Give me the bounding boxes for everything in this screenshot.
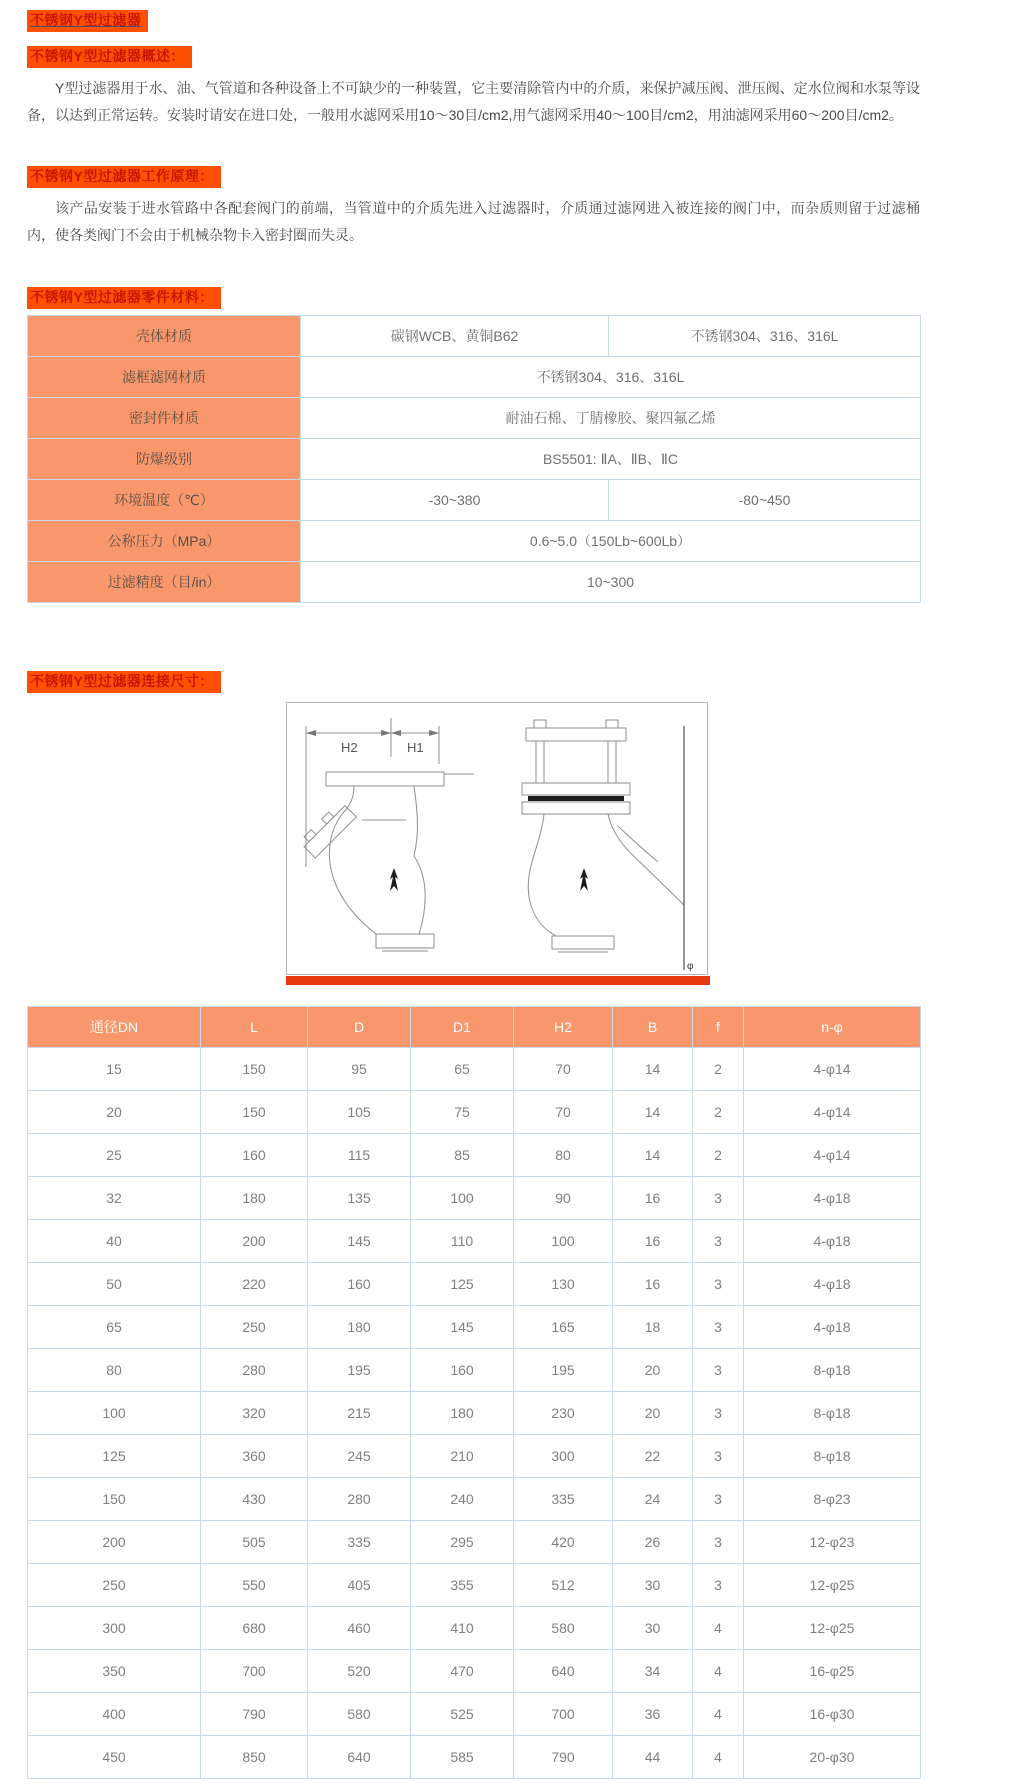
materials-row [28,316,921,357]
dims-cell: 70 [514,1091,613,1134]
dims-header-cell: D1 [411,1007,514,1048]
section-heading-dimensions: 不锈钢Y型过滤器连接尺寸： [27,671,221,693]
dimensions-table [27,1006,921,1779]
dims-cell: 4-φ14 [744,1048,921,1091]
dims-cell: 110 [411,1220,514,1263]
dims-header-cell: B [613,1007,693,1048]
dims-cell: 550 [201,1564,308,1607]
dims-cell: 220 [201,1263,308,1306]
dims-cell: 505 [201,1521,308,1564]
materials-value-cell: 碳钢WCB、黄铜B62 [301,316,609,357]
dims-cell: 4 [693,1650,744,1693]
dims-cell: 40 [28,1220,201,1263]
dims-cell: 680 [201,1607,308,1650]
dims-header-row [28,1007,921,1048]
materials-label-cell: 密封件材质 [28,398,301,439]
dims-cell: 512 [514,1564,613,1607]
materials-row [28,562,921,603]
dims-cell: 22 [613,1435,693,1478]
dims-cell: 24 [613,1478,693,1521]
dims-cell: 335 [514,1478,613,1521]
dims-cell: 85 [411,1134,514,1177]
dims-cell: 12-φ23 [744,1521,921,1564]
dims-cell: 850 [201,1736,308,1779]
materials-label-cell: 防爆级别 [28,439,301,480]
dims-cell: 16-φ25 [744,1650,921,1693]
dims-cell: 4-φ18 [744,1306,921,1349]
dims-row [28,1521,921,1564]
dims-cell: 245 [308,1435,411,1478]
dims-cell: 160 [411,1349,514,1392]
principle-paragraph: 该产品安装于进水管路中各配套阀门的前端，当管道中的介质先进入过滤器时，介质通过滤网进入被连接的阀门中，而杂质则留于过滤桶内，使各类阀门不会由于机械杂物卡入密封圈而失灵。 [27,200,920,243]
materials-value-cell: 0.6~5.0（150Lb~600Lb） [301,521,921,562]
dims-row [28,1263,921,1306]
dims-cell: 3 [693,1478,744,1521]
dims-cell: 18 [613,1306,693,1349]
dims-cell: 16 [613,1177,693,1220]
dims-cell: 3 [693,1306,744,1349]
dims-cell: 3 [693,1263,744,1306]
dims-cell: 4-φ18 [744,1263,921,1306]
dims-cell: 4-φ18 [744,1220,921,1263]
dims-cell: 580 [308,1693,411,1736]
product-title-link[interactable]: 不锈钢Y型过滤器 [27,10,148,32]
dims-cell: 200 [28,1521,201,1564]
dims-cell: 215 [308,1392,411,1435]
dims-cell: 580 [514,1607,613,1650]
dims-cell: 8-φ18 [744,1435,921,1478]
dims-cell: 2 [693,1091,744,1134]
dims-cell: 335 [308,1521,411,1564]
dims-cell: 250 [201,1306,308,1349]
dims-row [28,1650,921,1693]
technical-drawing [286,702,710,986]
dims-cell: 12-φ25 [744,1607,921,1650]
dims-cell: 20 [28,1091,201,1134]
dims-cell: 320 [201,1392,308,1435]
dims-cell: 3 [693,1392,744,1435]
dims-cell: 4-φ18 [744,1177,921,1220]
materials-row [28,398,921,439]
dims-cell: 25 [28,1134,201,1177]
dims-header-cell: L [201,1007,308,1048]
dims-cell: 8-φ23 [744,1478,921,1521]
materials-row [28,439,921,480]
dims-cell: 12-φ25 [744,1564,921,1607]
dims-cell: 4-φ14 [744,1134,921,1177]
dims-cell: 100 [514,1220,613,1263]
dims-cell: 585 [411,1736,514,1779]
dims-cell: 34 [613,1650,693,1693]
dims-cell: 20 [613,1392,693,1435]
dims-cell: 4 [693,1693,744,1736]
dims-cell: 405 [308,1564,411,1607]
dims-cell: 300 [514,1435,613,1478]
dims-cell: 700 [514,1693,613,1736]
dims-cell: 130 [514,1263,613,1306]
materials-label-cell: 环境温度（℃） [28,480,301,521]
dims-cell: 3 [693,1177,744,1220]
dims-cell: 2 [693,1048,744,1091]
dims-cell: 640 [514,1650,613,1693]
dims-cell: 16-φ30 [744,1693,921,1736]
materials-value-cell: 不锈钢304、316、316L [301,357,921,398]
dims-cell: 195 [308,1349,411,1392]
materials-row [28,521,921,562]
dims-cell: 36 [613,1693,693,1736]
dims-cell: 2 [693,1134,744,1177]
dims-cell: 150 [201,1048,308,1091]
dims-cell: 4 [693,1607,744,1650]
dims-cell: 210 [411,1435,514,1478]
dims-cell: 50 [28,1263,201,1306]
dims-cell: 80 [28,1349,201,1392]
dims-cell: 30 [613,1607,693,1650]
dims-cell: 640 [308,1736,411,1779]
section-heading-materials: 不锈钢Y型过滤器零件材料： [27,287,221,309]
section-heading-overview: 不锈钢Y型过滤器概述： [27,46,192,68]
dims-cell: 16 [613,1220,693,1263]
dims-cell: 150 [28,1478,201,1521]
dims-cell: 180 [201,1177,308,1220]
dims-row [28,1607,921,1650]
dims-cell: 80 [514,1134,613,1177]
dims-cell: 30 [613,1564,693,1607]
materials-row [28,357,921,398]
dims-cell: 14 [613,1048,693,1091]
dims-row [28,1435,921,1478]
dims-cell: 20 [613,1349,693,1392]
materials-value-cell: -80~450 [609,480,921,521]
dims-cell: 180 [411,1392,514,1435]
dims-cell: 250 [28,1564,201,1607]
dims-cell: 135 [308,1177,411,1220]
dims-row [28,1306,921,1349]
dims-cell: 125 [411,1263,514,1306]
dims-cell: 20-φ30 [744,1736,921,1779]
dims-cell: 75 [411,1091,514,1134]
dims-cell: 300 [28,1607,201,1650]
dims-cell: 400 [28,1693,201,1736]
dims-row [28,1134,921,1177]
dims-cell: 4-φ14 [744,1091,921,1134]
dims-cell: 32 [28,1177,201,1220]
drawing-red-bar [286,976,710,985]
strainer-diagram [286,702,710,986]
section-heading-principle: 不锈钢Y型过滤器工作原理： [27,166,221,188]
dims-cell: 105 [308,1091,411,1134]
dims-cell: 16 [613,1263,693,1306]
dims-cell: 280 [201,1349,308,1392]
dims-cell: 355 [411,1564,514,1607]
dims-header-cell: 通径DN [28,1007,201,1048]
dims-row [28,1048,921,1091]
dims-cell: 520 [308,1650,411,1693]
dims-header-cell: H2 [514,1007,613,1048]
dims-cell: 3 [693,1220,744,1263]
dims-row [28,1177,921,1220]
dims-cell: 160 [308,1263,411,1306]
dims-cell: 3 [693,1521,744,1564]
dims-cell: 790 [514,1736,613,1779]
dims-cell: 100 [28,1392,201,1435]
dim-label-h1: H1 [407,740,424,755]
dims-cell: 3 [693,1435,744,1478]
dims-row [28,1564,921,1607]
dims-cell: 14 [613,1134,693,1177]
materials-label-cell: 公称压力（MPa） [28,521,301,562]
dims-row [28,1091,921,1134]
dims-cell: 160 [201,1134,308,1177]
dims-cell: 470 [411,1650,514,1693]
dims-cell: 360 [201,1435,308,1478]
dims-cell: 180 [308,1306,411,1349]
materials-label-cell: 过滤精度（目/in） [28,562,301,603]
dims-cell: 95 [308,1048,411,1091]
dims-cell: 3 [693,1349,744,1392]
dims-cell: 165 [514,1306,613,1349]
dims-cell: 450 [28,1736,201,1779]
dims-cell: 90 [514,1177,613,1220]
dims-cell: 8-φ18 [744,1349,921,1392]
dims-row [28,1349,921,1392]
dims-cell: 700 [201,1650,308,1693]
dims-cell: 145 [411,1306,514,1349]
dims-cell: 125 [28,1435,201,1478]
dims-cell: 4 [693,1736,744,1779]
dims-cell: 8-φ18 [744,1392,921,1435]
dims-cell: 150 [201,1091,308,1134]
materials-table [27,315,921,603]
materials-label-cell: 壳体材质 [28,316,301,357]
dims-cell: 460 [308,1607,411,1650]
dims-header-cell: D [308,1007,411,1048]
materials-value-cell: 不锈钢304、316、316L [609,316,921,357]
materials-value-cell: BS5501: ⅡA、ⅡB、ⅡC [301,439,921,480]
dims-cell: 280 [308,1478,411,1521]
dims-cell: 240 [411,1478,514,1521]
dims-cell: 70 [514,1048,613,1091]
dims-cell: 410 [411,1607,514,1650]
dims-cell: 26 [613,1521,693,1564]
dims-cell: 230 [514,1392,613,1435]
dims-cell: 3 [693,1564,744,1607]
dims-cell: 14 [613,1091,693,1134]
dims-header-cell: n-φ [744,1007,921,1048]
dims-cell: 44 [613,1736,693,1779]
materials-value-cell: 耐油石棉、丁腈橡胶、聚四氟乙烯 [301,398,921,439]
dims-row [28,1392,921,1435]
phi-mark: φ [687,961,694,972]
materials-value-cell: 10~300 [301,562,921,603]
dims-cell: 195 [514,1349,613,1392]
dims-row [28,1478,921,1521]
dims-cell: 350 [28,1650,201,1693]
dims-row [28,1220,921,1263]
dims-cell: 15 [28,1048,201,1091]
dims-cell: 525 [411,1693,514,1736]
dims-cell: 65 [28,1306,201,1349]
materials-row [28,480,921,521]
dims-cell: 430 [201,1478,308,1521]
dims-header-cell: f [693,1007,744,1048]
dims-cell: 65 [411,1048,514,1091]
dims-cell: 295 [411,1521,514,1564]
materials-label-cell: 滤框滤网材质 [28,357,301,398]
materials-value-cell: -30~380 [301,480,609,521]
dims-cell: 115 [308,1134,411,1177]
dims-cell: 790 [201,1693,308,1736]
dims-cell: 145 [308,1220,411,1263]
dims-cell: 420 [514,1521,613,1564]
overview-paragraph: Y型过滤器用于水、油、气管道和各种设备上不可缺少的一种装置，它主要清除管内中的介质，来保护减压阀、泄压阀、定水位阀和水泵等设备，以达到正常运转。安装时请安在进口处，一般用水滤网采用10～30目/cm2,用气滤网采用40～100目/cm2，用油滤网采用60～200目/cm2。 [27,80,920,123]
dim-label-h2: H2 [341,740,358,755]
dims-cell: 100 [411,1177,514,1220]
dims-row [28,1736,921,1779]
dims-cell: 200 [201,1220,308,1263]
